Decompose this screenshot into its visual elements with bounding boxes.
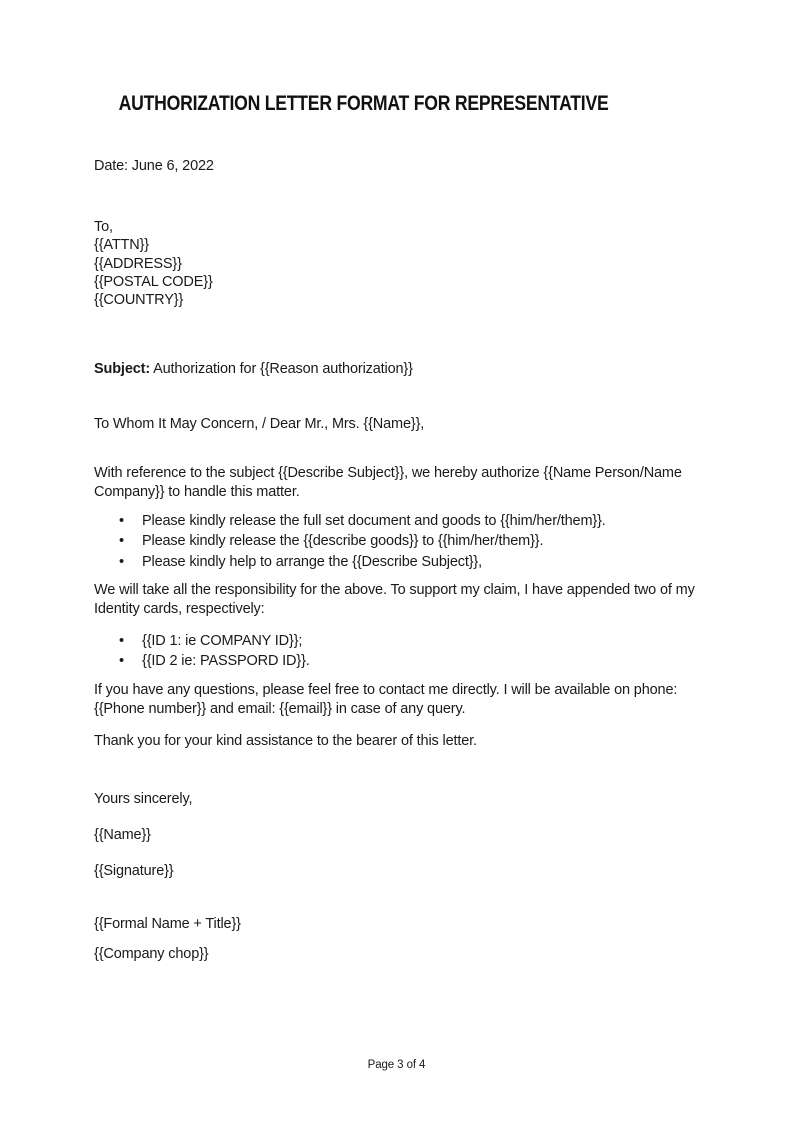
signature-formal-name-title: {{Formal Name + Title}} <box>94 916 241 932</box>
subject-line <box>94 360 712 379</box>
closing-line: Yours sincerely, <box>94 791 193 807</box>
recipient-block <box>94 218 712 309</box>
page-number-footer: Page 3 of 4 <box>367 1059 426 1071</box>
signature-company-chop: {{Company chop}} <box>94 946 209 962</box>
recipient-line-attn: {{ATTN}} <box>94 237 149 254</box>
subject-label: Subject: <box>94 361 150 377</box>
request-bullet-item: • Please kindly release the {{describe goods}} to {{him/her/them}}. <box>142 531 694 551</box>
recipient-line-country: {{COUNTRY}} <box>94 292 184 309</box>
paragraph-responsibility: We will take all the responsibility for the above. To support my claim, I have appended two of my Identity cards, respectively: <box>94 582 695 617</box>
letter-title <box>58 90 670 120</box>
recipient-line-postal-code: {{POSTAL CODE}} <box>94 273 213 290</box>
request-bullet-item: • Please kindly help to arrange the {{Describe Subject}}, <box>142 552 694 572</box>
id-bullet-item: • {{ID 1: ie COMPANY ID}}; <box>142 631 694 651</box>
date-line: Date: June 6, 2022 <box>94 158 214 174</box>
id-bullet-item: • {{ID 2 ie: PASSPORD ID}}. <box>142 651 694 671</box>
recipient-line-to: To, <box>94 219 113 235</box>
request-bullet-list <box>94 511 694 572</box>
recipient-line-address: {{ADDRESS}} <box>94 255 182 272</box>
signature-name-placeholder: {{Name}} <box>94 827 151 843</box>
subject-text: Authorization for {{Reason authorization}} <box>153 361 413 377</box>
signature-placeholder: {{Signature}} <box>94 863 174 879</box>
letter-title-text: AUTHORIZATION LETTER FORMAT FOR REPRESENTATIVE <box>119 92 609 115</box>
paragraph-reference: With reference to the subject {{Describe Subject}}, we hereby authorize {{Name Person/Name Company}} to handle this matter. <box>94 465 682 500</box>
paragraph-contact: If you have any questions, please feel free to contact me directly. I will be available on phone: {{Phone number}} and email: {{email}} in case of any query. <box>94 682 678 717</box>
paragraph-thanks: Thank you for your kind assistance to the bearer of this letter. <box>94 733 477 749</box>
salutation: To Whom It May Concern, / Dear Mr., Mrs. {{Name}}, <box>94 416 425 432</box>
request-bullet-item: • Please kindly release the full set document and goods to {{him/her/them}}. <box>142 511 694 531</box>
id-bullet-list <box>94 631 694 672</box>
